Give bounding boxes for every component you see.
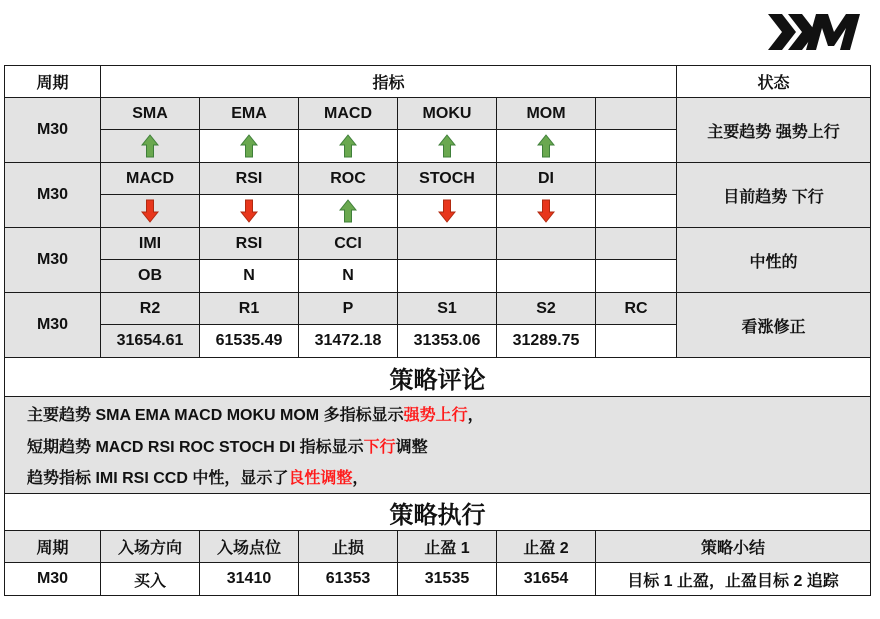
commentary-line-2 [5, 430, 871, 460]
exec-header: 周期 [5, 531, 101, 563]
indicator-value [596, 195, 677, 228]
indicator-value: N [200, 260, 299, 293]
indicator-name: STOCH [398, 163, 497, 195]
indicator-value: 31289.75 [497, 325, 596, 358]
indicator-value: 61535.49 [200, 325, 299, 358]
indicator-name [497, 228, 596, 260]
indicator-value [101, 130, 200, 163]
indicator-name: RSI [200, 228, 299, 260]
indicator-name: ROC [299, 163, 398, 195]
exec-header: 入场点位 [200, 531, 299, 563]
period-cell: M30 [5, 163, 101, 228]
indicator-value [497, 130, 596, 163]
indicator-value: 31472.18 [299, 325, 398, 358]
commentary-highlight: 良性调整 [288, 470, 353, 487]
indicator-name: S2 [497, 293, 596, 325]
exec-header: 止盈 2 [497, 531, 596, 563]
down-arrow-icon [438, 199, 456, 223]
indicator-value: 31353.06 [398, 325, 497, 358]
exec-summary: 目标 1 止盈，止盈目标 2 追踪 [596, 563, 871, 596]
commentary-highlight: 强势上行 [403, 407, 468, 424]
exec-header: 策略小结 [596, 531, 871, 563]
exec-stop-loss: 61353 [299, 563, 398, 596]
up-arrow-icon [438, 134, 456, 158]
indicator-value [299, 195, 398, 228]
indicator-value: N [299, 260, 398, 293]
indicator-value [299, 130, 398, 163]
status-cell: 看涨修正 [677, 293, 871, 358]
commentary-text: 趋势指标 IMI RSI CCD 中性，显示了 [27, 470, 289, 487]
exec-entry: 31410 [200, 563, 299, 596]
indicator-name: R2 [101, 293, 200, 325]
commentary-text: 调整 [395, 438, 428, 456]
indicator-name [596, 228, 677, 260]
indicator-value [398, 195, 497, 228]
indicator-name: MACD [101, 163, 200, 195]
indicator-name: MOM [497, 98, 596, 130]
indicator-value [596, 325, 677, 358]
status-cell: 目前趋势 下行 [677, 163, 871, 228]
header-indicator: 指标 [101, 66, 677, 98]
indicator-name: EMA [200, 98, 299, 130]
indicator-value: OB [101, 260, 200, 293]
header-status: 状态 [677, 66, 871, 98]
up-arrow-icon [240, 134, 258, 158]
commentary-text: 短期趋势 MACD RSI ROC STOCH DI 指标显示 [27, 438, 364, 456]
execution-title: 策略执行 [5, 494, 871, 531]
indicator-name: DI [497, 163, 596, 195]
indicator-name: MACD [299, 98, 398, 130]
indicator-name: IMI [101, 228, 200, 260]
exec-header: 入场方向 [101, 531, 200, 563]
indicator-value [497, 260, 596, 293]
indicator-value [596, 130, 677, 163]
indicator-value [101, 195, 200, 228]
up-arrow-icon [339, 134, 357, 158]
indicator-value [497, 195, 596, 228]
down-arrow-icon [537, 199, 555, 223]
up-arrow-icon [141, 134, 159, 158]
exec-header: 止损 [299, 531, 398, 563]
down-arrow-icon [141, 199, 159, 223]
commentary-text: ， [352, 470, 369, 487]
period-cell: M30 [5, 293, 101, 358]
status-cell: 主要趋势 强势上行 [677, 98, 871, 163]
commentary-highlight: 下行 [363, 438, 396, 456]
indicator-name [398, 228, 497, 260]
commentary-title: 策略评论 [5, 358, 871, 397]
indicator-name: R1 [200, 293, 299, 325]
commentary-text: 主要趋势 SMA EMA MACD MOKU MOM 多指标显示 [27, 407, 404, 424]
indicator-name: SMA [101, 98, 200, 130]
exec-period: M30 [5, 563, 101, 596]
up-arrow-icon [339, 199, 357, 223]
indicator-name: CCI [299, 228, 398, 260]
commentary-line-1 [5, 397, 871, 431]
indicator-value [200, 195, 299, 228]
indicator-name: S1 [398, 293, 497, 325]
indicator-value [200, 130, 299, 163]
period-cell: M30 [5, 228, 101, 293]
indicator-value [596, 260, 677, 293]
xm-logo [766, 10, 871, 54]
commentary-line-3 [5, 460, 871, 494]
indicator-name [596, 163, 677, 195]
indicator-name: RSI [200, 163, 299, 195]
indicator-value: 31654.61 [101, 325, 200, 358]
header-period: 周期 [5, 66, 101, 98]
up-arrow-icon [537, 134, 555, 158]
exec-take-profit-2: 31654 [497, 563, 596, 596]
down-arrow-icon [240, 199, 258, 223]
indicator-name: RC [596, 293, 677, 325]
indicator-name: MOKU [398, 98, 497, 130]
period-cell: M30 [5, 98, 101, 163]
indicator-value [398, 260, 497, 293]
status-cell: 中性的 [677, 228, 871, 293]
indicator-name [596, 98, 677, 130]
exec-direction: 买入 [101, 563, 200, 596]
exec-header: 止盈 1 [398, 531, 497, 563]
commentary-text: ， [467, 407, 484, 424]
indicator-value [398, 130, 497, 163]
exec-take-profit-1: 31535 [398, 563, 497, 596]
strategy-table [4, 65, 871, 596]
indicator-name: P [299, 293, 398, 325]
